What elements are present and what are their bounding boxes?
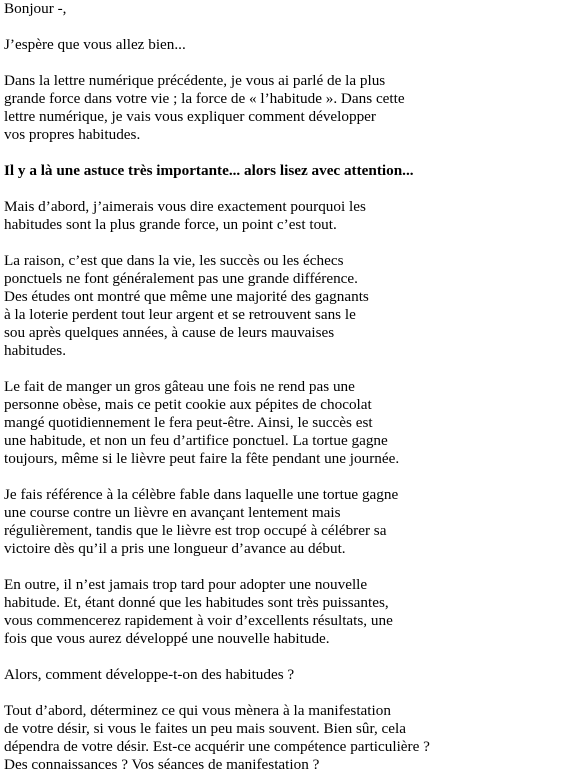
- paragraph-fable: [4, 486, 576, 558]
- document-body: [4, 0, 576, 774]
- text-line: habitudes sont la plus grande force, un point c’est tout.: [4, 216, 337, 233]
- text-line: dépendra de votre désir. Est-ce acquérir une compétence particulière ?: [4, 738, 430, 755]
- paragraph-why-habits: [4, 198, 576, 234]
- text-line: de votre désir, si vous le faites un peu mais souvent. Bien sûr, cela: [4, 720, 407, 737]
- text-line: En outre, il n’est jamais trop tard pour adopter une nouvelle: [4, 576, 368, 593]
- text-line: une course contre un lièvre en avançant lentement mais: [4, 504, 341, 521]
- paragraph-never-late: [4, 576, 576, 648]
- text-line: Il y a là une astuce très importante... alors lisez avec attention...: [4, 162, 414, 179]
- paragraph-greeting: [4, 0, 576, 18]
- paragraph-intro: [4, 72, 576, 144]
- text-line: sou après quelques années, à cause de leurs mauvaises: [4, 324, 335, 341]
- text-line: Mais d’abord, j’aimerais vous dire exactement pourquoi les: [4, 198, 366, 215]
- text-line: Des études ont montré que même une majorité des gagnants: [4, 288, 369, 305]
- text-line: Dans la lettre numérique précédente, je vous ai parlé de la plus: [4, 72, 386, 89]
- text-line: Tout d’abord, déterminez ce qui vous mènera à la manifestation: [4, 702, 391, 719]
- text-line: vos propres habitudes.: [4, 126, 141, 143]
- paragraph-emphasis: [4, 162, 576, 180]
- text-line: à la loterie perdent tout leur argent et se retrouvent sans le: [4, 306, 356, 323]
- text-line: fois que vous aurez développé une nouvelle habitude.: [4, 630, 330, 647]
- text-line: Le fait de manger un gros gâteau une fois ne rend pas une: [4, 378, 355, 395]
- text-line: ponctuels ne font généralement pas une grande différence.: [4, 270, 358, 287]
- text-line: Bonjour -,: [4, 0, 67, 17]
- text-line: habitude. Et, étant donné que les habitudes sont très puissantes,: [4, 594, 389, 611]
- text-line: lettre numérique, je vais vous expliquer comment développer: [4, 108, 376, 125]
- text-line: La raison, c’est que dans la vie, les succès ou les échecs: [4, 252, 344, 269]
- paragraph-wellbeing: [4, 36, 576, 54]
- text-line: une habitude, et non un feu d’artifice ponctuel. La tortue gagne: [4, 432, 388, 449]
- text-line: habitudes.: [4, 342, 67, 359]
- paragraph-cake: [4, 378, 576, 468]
- text-line: victoire dès qu’il a pris une longueur d’avance au début.: [4, 540, 346, 557]
- text-line: J’espère que vous allez bien...: [4, 36, 186, 53]
- paragraph-first-step: [4, 702, 576, 774]
- text-line: mangé quotidiennement le fera peut-être. Ainsi, le succès est: [4, 414, 373, 431]
- text-line: Je fais référence à la célèbre fable dans laquelle une tortue gagne: [4, 486, 399, 503]
- text-line: régulièrement, tandis que le lièvre est trop occupé à célébrer sa: [4, 522, 387, 539]
- text-line: grande force dans votre vie ; la force de « l’habitude ». Dans cette: [4, 90, 405, 107]
- text-line: toujours, même si le lièvre peut faire la fête pendant une journée.: [4, 450, 400, 467]
- text-line: Alors, comment développe-t-on des habitudes ?: [4, 666, 295, 683]
- text-line: Des connaissances ? Vos séances de manifestation ?: [4, 756, 320, 773]
- paragraph-question: [4, 666, 576, 684]
- text-line: vous commencerez rapidement à voir d’excellents résultats, une: [4, 612, 393, 629]
- text-line: personne obèse, mais ce petit cookie aux pépites de chocolat: [4, 396, 372, 413]
- paragraph-reason: [4, 252, 576, 360]
